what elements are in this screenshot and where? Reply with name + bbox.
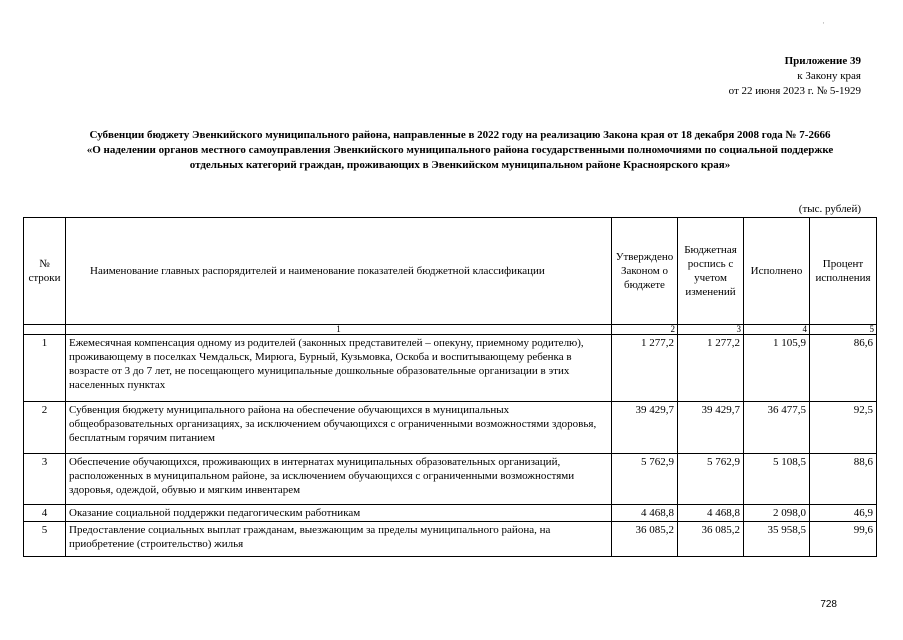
document-title: [30, 128, 890, 173]
table-row: [24, 402, 877, 454]
row-approved: 39 429,7: [612, 402, 678, 454]
row-approved: 4 468,8: [612, 505, 678, 522]
row-budget-list: 39 429,7: [678, 402, 744, 454]
column-number-row: [24, 325, 877, 335]
table-row: [24, 522, 877, 557]
row-budget-list: 36 085,2: [678, 522, 744, 557]
table-row: [24, 454, 877, 505]
row-number: 1: [24, 335, 66, 402]
row-number: 5: [24, 522, 66, 557]
row-percent: 92,5: [810, 402, 877, 454]
row-name: Оказание социальной поддержки педагогическим работникам: [66, 505, 612, 522]
header-approved: Утверждено Законом о бюджете: [612, 218, 678, 325]
column-number-4: 4: [744, 325, 810, 335]
header-budget-list: Бюджетная роспись с учетом изменений: [678, 218, 744, 325]
row-name: Предоставление социальных выплат гражданам, выезжающим за пределы муниципального района, на приобретение (строительство) жилья: [66, 522, 612, 557]
title-line-3: отдельных категорий граждан, проживающих в Эвенкийском муниципальном районе Красноярского края»: [189, 159, 731, 171]
column-number-5: 5: [810, 325, 877, 335]
row-number: 3: [24, 454, 66, 505]
row-percent: 86,6: [810, 335, 877, 402]
row-number: 2: [24, 402, 66, 454]
row-budget-list: 1 277,2: [678, 335, 744, 402]
header-percent: Процент исполнения: [810, 218, 877, 325]
row-executed: 35 958,5: [744, 522, 810, 557]
table-header-row: [24, 218, 877, 325]
appendix-block: [729, 54, 861, 99]
row-budget-list: 5 762,9: [678, 454, 744, 505]
row-executed: 1 105,9: [744, 335, 810, 402]
title-line-2: «О наделении органов местного самоуправления Эвенкийского муниципального района государственными полномочиями по социальной поддержке: [86, 144, 834, 156]
row-name: Субвенция бюджету муниципального района на обеспечение обучающихся в муниципальных общеобразовательных организациях, за исключением обучающихся с ограниченными возможностями здоровья, бесплатным горячим питанием: [66, 402, 612, 454]
row-name: Обеспечение обучающихся, проживающих в интернатах муниципальных образовательных организаций, расположенных в муниципальном районе, за исключением обучающихся с ограниченными возможностями здоровья, одеждой, обувью и мягким инвентарем: [66, 454, 612, 505]
subvention-table: [23, 217, 877, 557]
row-approved: 1 277,2: [612, 335, 678, 402]
row-executed: 2 098,0: [744, 505, 810, 522]
title-line-1: Субвенции бюджету Эвенкийского муниципального района, направленные в 2022 году на реализацию Закона края от 18 декабря 2008 года № 7-2666: [89, 129, 831, 141]
corner-mark: ·: [822, 18, 825, 28]
column-number-1: 1: [66, 325, 612, 335]
column-number-2: 2: [612, 325, 678, 335]
table-row: [24, 335, 877, 402]
appendix-title: Приложение 39: [784, 55, 861, 67]
row-approved: 36 085,2: [612, 522, 678, 557]
column-number-blank: [24, 325, 66, 335]
page-number: 728: [820, 599, 837, 610]
row-name: Ежемесячная компенсация одному из родителей (законных представителей – опекуну, приемному родителю), проживающему в поселках Чемдальск, Мирюга, Бурный, Кузьмовка, Оскоба и воспитывающему ребенка в возрасте от 3 до 7 лет, не посещающего муниципальные дошкольные образовательные организации в этих населенных пунктах: [66, 335, 612, 402]
row-budget-list: 4 468,8: [678, 505, 744, 522]
table-row: [24, 505, 877, 522]
header-executed: Исполнено: [744, 218, 810, 325]
row-percent: 46,9: [810, 505, 877, 522]
row-percent: 88,6: [810, 454, 877, 505]
row-approved: 5 762,9: [612, 454, 678, 505]
row-executed: 36 477,5: [744, 402, 810, 454]
header-name: Наименование главных распорядителей и наименование показателей бюджетной классификации: [66, 218, 612, 325]
appendix-date: от 22 июня 2023 г. № 5-1929: [728, 85, 861, 97]
row-percent: 99,6: [810, 522, 877, 557]
column-number-3: 3: [678, 325, 744, 335]
row-executed: 5 108,5: [744, 454, 810, 505]
row-number: 4: [24, 505, 66, 522]
header-row-number: № строки: [24, 218, 66, 325]
units-label: (тыс. рублей): [798, 203, 861, 215]
appendix-law: к Закону края: [797, 70, 861, 82]
